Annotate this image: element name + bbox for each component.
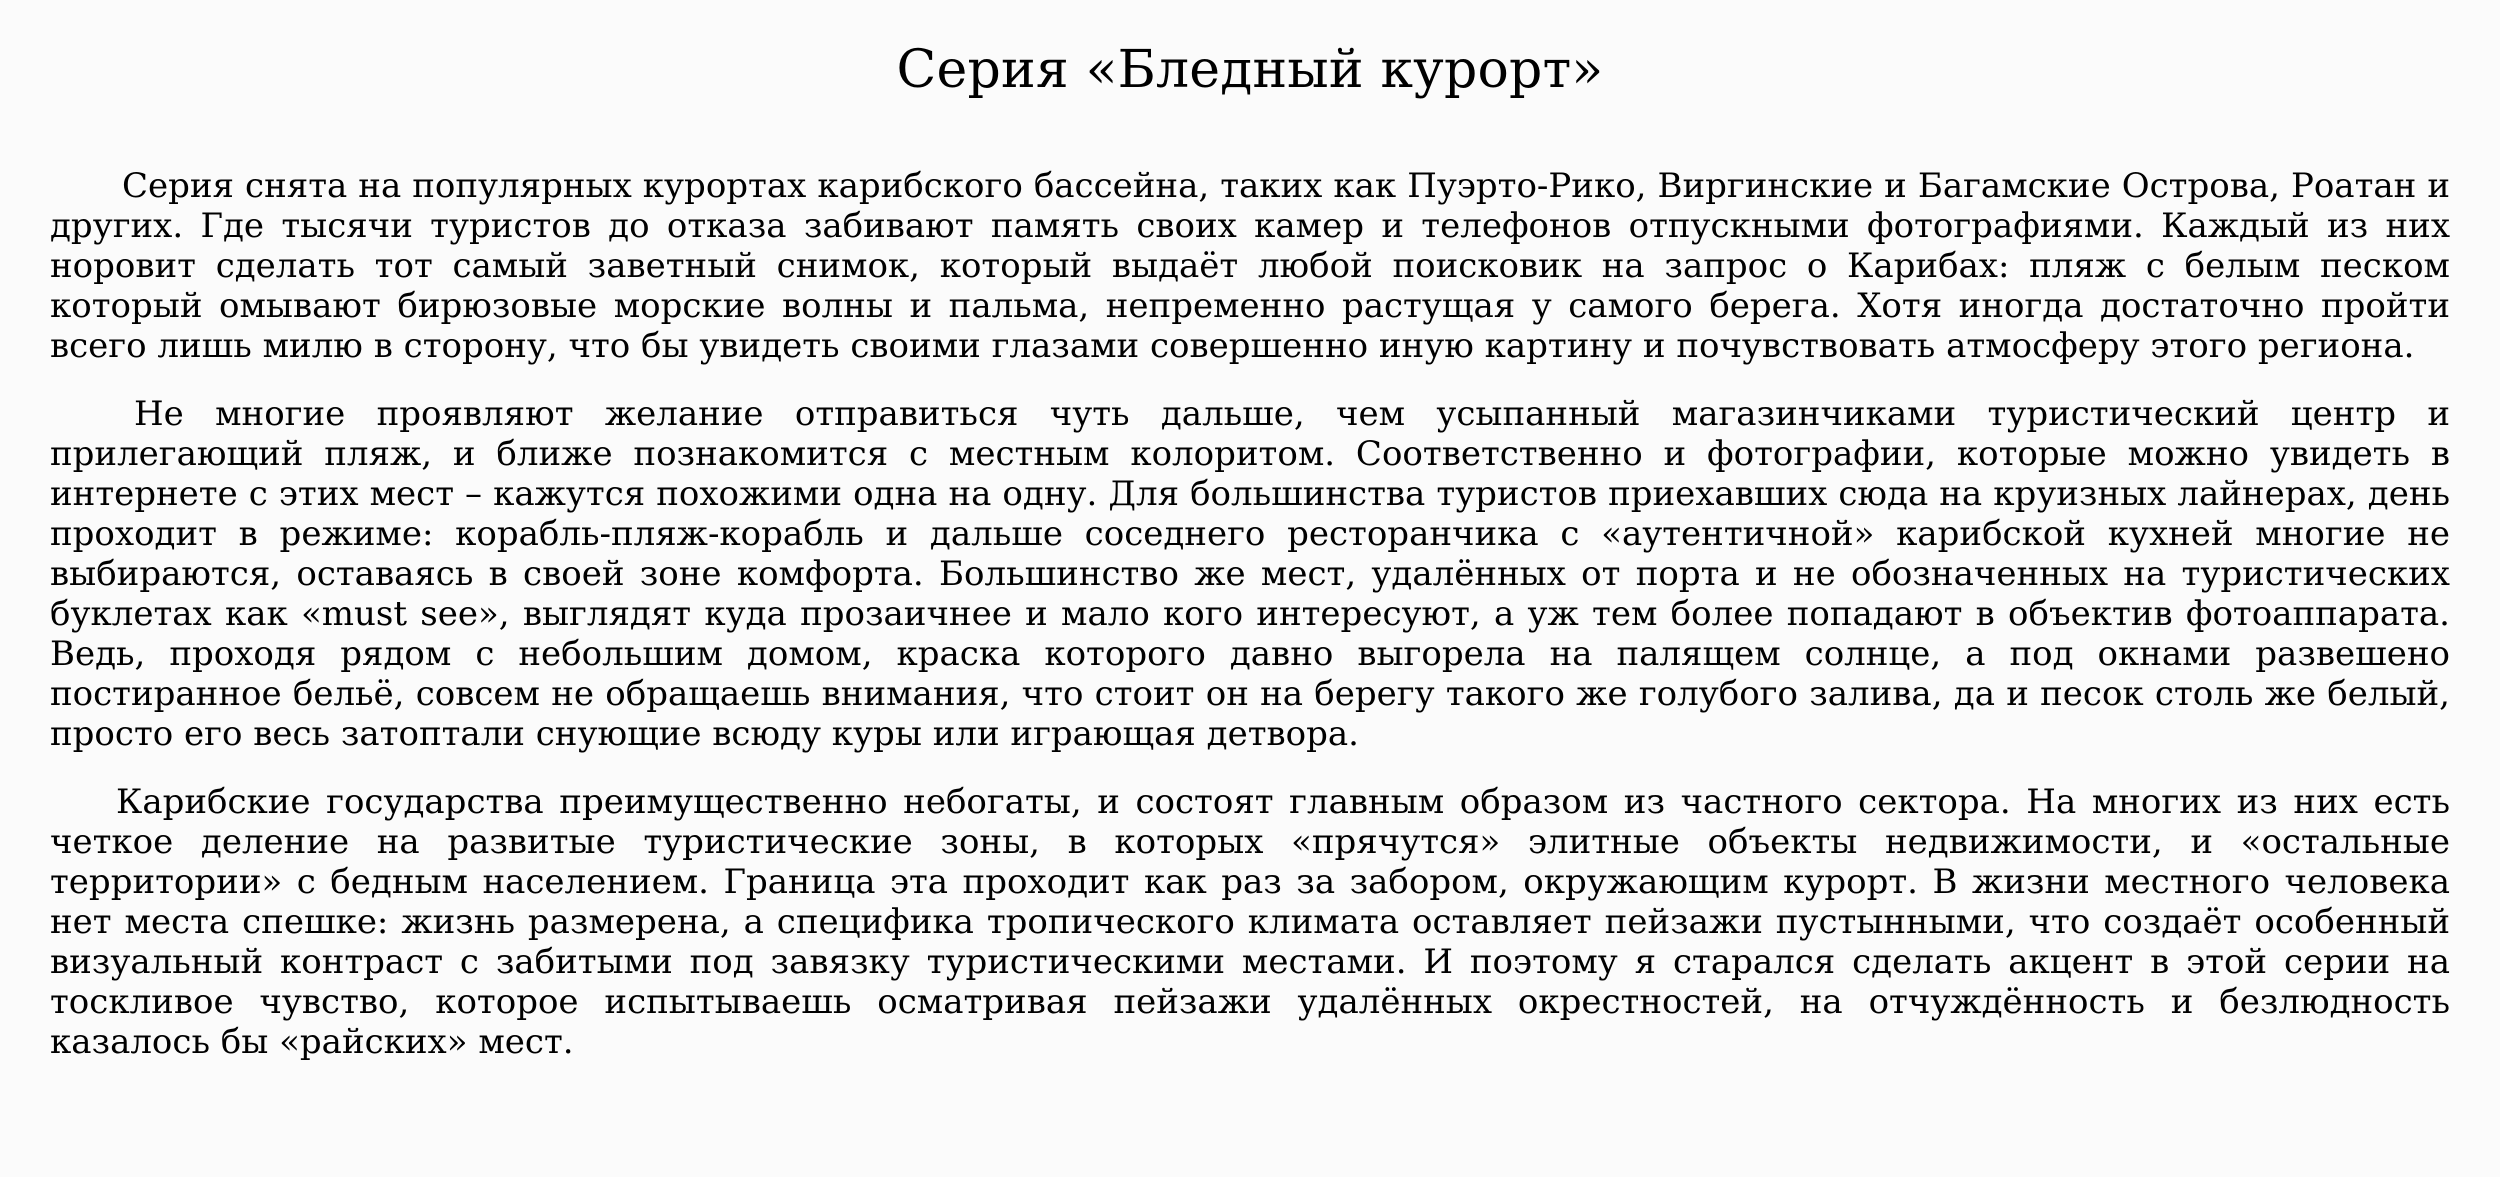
paragraph-2: Не многие проявляют желание отправиться чуть дальше, чем усыпанный магазинчиками туристический центр и прилегающий пляж, и ближе познакомится с местным колоритом. Соответственно и фотографии, которые можно увидеть в интернете с этих мест – кажутся похожими одна на одну. Для большинства туристов приехавших сюда на круизных лайнерах, день проходит в режиме: корабль-пляж-корабль и дальше соседнего ресторанчика с «аутентичной» карибской кухней многие не выбираются, оставаясь в своей зоне комфорта. Большинство же мест, удалённых от порта и не обозначенных на туристических буклетах как «must see», выглядят куда прозаичнее и мало кого интересуют, а уж тем более попадают в объектив фотоаппарата. Ведь, проходя рядом с небольшим домом, краска которого давно выгорела на палящем солнце, а под окнами развешено постиранное бельё, совсем не обращаешь внимания, что стоит он на берегу такого же голубого залива, да и песок столь же белый, просто его весь затоптали снующие всюду куры или играющая детвора.	[50, 394, 2450, 754]
paragraph-1: Серия снята на популярных курортах карибского бассейна, таких как Пуэрто-Рико, Виргинские и Багамские Острова, Роатан и других. Где тысячи туристов до отказа забивают память своих камер и телефонов отпускными фотографиями. Каждый из них норовит сделать тот самый заветный снимок, который выдаёт любой поисковик на запрос о Карибах: пляж с белым песком который омывают бирюзовые морские волны и пальма, непременно растущая у самого берега. Хотя иногда достаточно пройти всего лишь милю в сторону, что бы увидеть своими глазами совершенно иную картину и почувствовать атмосферу этого региона.	[50, 166, 2450, 366]
document-body	[50, 166, 2450, 1062]
paragraph-3: Карибские государства преимущественно небогаты, и состоят главным образом из частного сектора. На многих из них есть четкое деление на развитые туристические зоны, в которых «прячутся» элитные объекты недвижимости, и «остальные территории» с бедным населением. Граница эта проходит как раз за забором, окружающим курорт. В жизни местного человека нет места спешке: жизнь размерена, а специфика тропического климата оставляет пейзажи пустынными, что создаёт особенный визуальный контраст с забитыми под завязку туристическими местами. И поэтому я старался сделать акцент в этой серии на тоскливое чувство, которое испытываешь осматривая пейзажи удалённых окрестностей, на отчуждённость и безлюдность казалось бы «райских» мест.	[50, 782, 2450, 1062]
document-title: Серия «Бледный курорт»	[896, 40, 1604, 100]
